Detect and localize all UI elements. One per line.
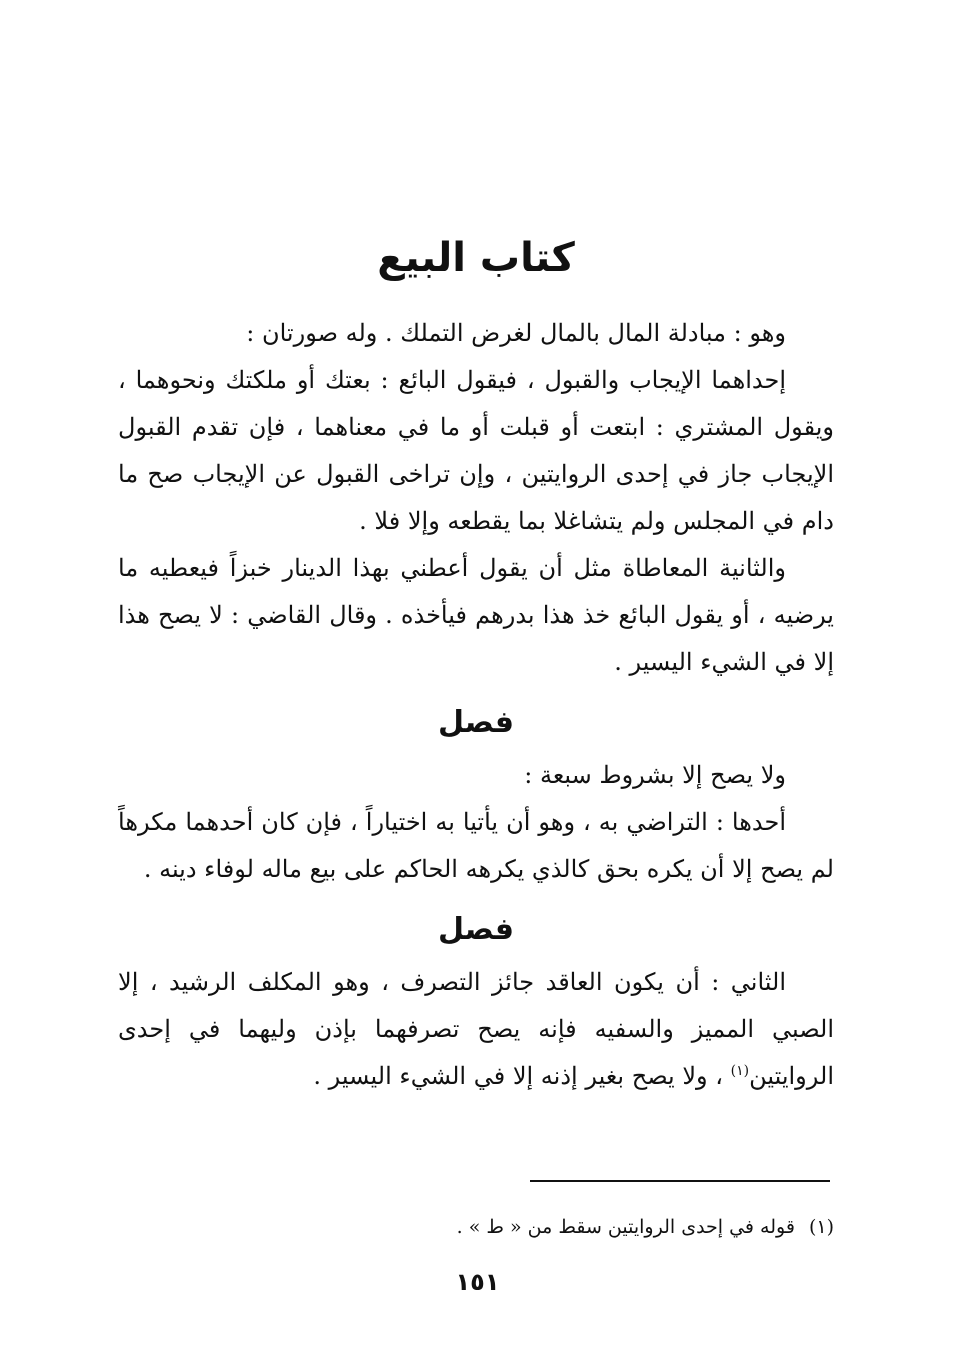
section2-text-before-ref: الثاني : أن يكون العاقد جائز التصرف ، وهو المكلف الرشيد ، إلا الصبي المميز والسفيه فإنه يصح تصرفهما بإذن وليهما في إحدى الروايتين: [118, 968, 834, 1090]
footnote-text: قوله في إحدى الروايتين سقط من « ط » .: [456, 1216, 795, 1238]
intro-paragraph-definition: وهو : مبادلة المال بالمال لغرض التملك . وله صورتان :: [246, 319, 786, 347]
footnote-number: (١): [808, 1216, 834, 1238]
section1-paragraph-conditions: ولا يصح إلا بشروط سبعة :: [524, 761, 786, 789]
intro-paragraph-offer-acceptance: إحداهما الإيجاب والقبول ، فيقول البائع : بعتك أو ملكتك ونحوهما ، ويقول المشتري : ابتعت أو قبلت أو ما في معناهما ، فإن تقدم القبول الإيجاب جاز في إحدى الروايتين ، وإن تراخى القبول عن الإيجاب صح ما دام في المجلس ولم يتشاغلا بما يقطعه وإلا فلا .: [118, 366, 834, 535]
footnote: [118, 1212, 834, 1242]
main-text: [118, 230, 834, 1100]
section2-paragraph-capacity: [118, 959, 834, 1100]
section-title-2: فصل: [438, 912, 514, 947]
footnote-divider: [530, 1180, 830, 1182]
section1-paragraph-consent: أحدها : التراضي به ، وهو أن يأتيا به اختياراً ، فإن كان أحدهما مكرهاً لم يصح إلا أن يكره بحق كالذي يكرهه الحاكم على بيع ماله لوفاء دينه .: [118, 808, 834, 883]
footnote-reference: (١): [730, 1063, 750, 1079]
section2-text-after-ref: ، ولا يصح بغير إذنه إلا في الشيء اليسير .: [313, 1062, 731, 1090]
page-number: ١٥١: [455, 1268, 500, 1296]
chapter-title: كتاب البيع: [377, 235, 575, 281]
section-title-1: فصل: [438, 705, 514, 740]
intro-paragraph-muataat: والثانية المعاطاة مثل أن يقول أعطني بهذا الدينار خبزاً فيعطيه ما يرضيه ، أو يقول البائع خذ هذا بدرهم فيأخذه . وقال القاضي : لا يصح هذا إلا في الشيء اليسير .: [118, 554, 834, 676]
